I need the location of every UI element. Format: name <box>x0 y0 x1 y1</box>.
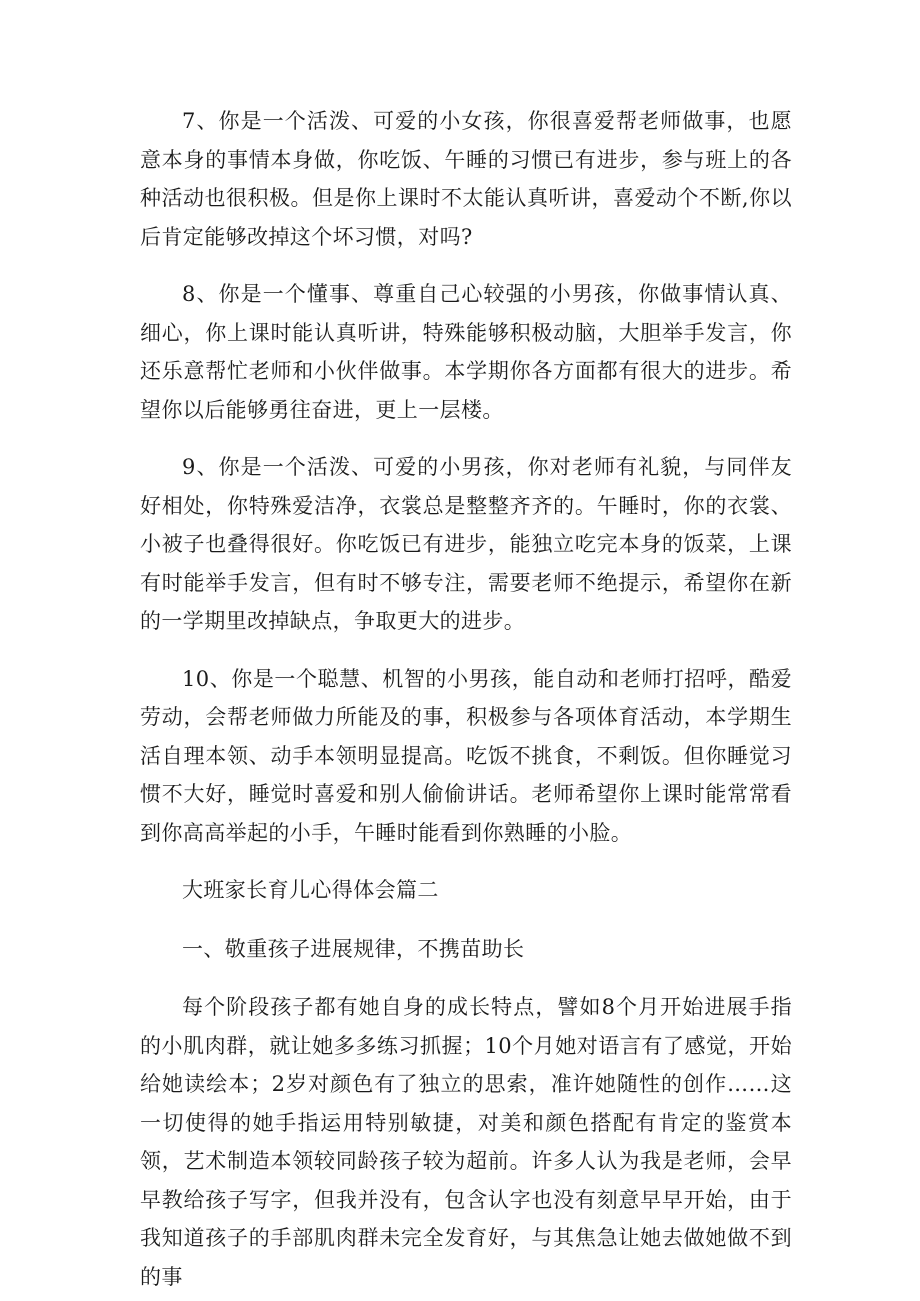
comment-paragraph-7: 7、你是一个活泼、可爱的小女孩，你很喜爱帮老师做事，也愿意本身的事情本身做，你吃饭、午睡的习惯已有进步，参与班上的各种活动也很积极。但是你上课时不太能认真听讲，喜爱动个不断,你以后肯定能够改掉这个坏习惯，对吗? <box>140 109 792 249</box>
comment-paragraph-10: 10、你是一个聪慧、机智的小男孩，能自动和老师打招呼，酷爱劳动，会帮老师做力所能及的事，积极参与各项体育活动，本学期生活自理本领、动手本领明显提高。吃饭不挑食，不剩饭。但你睡觉习惯不大好，睡觉时喜爱和别人偷偷讲话。老师希望你上课时能常常看到你高高举起的小手，午睡时能看到你熟睡的小脸。 <box>140 666 792 845</box>
subsection-title: 一、敬重孩子进展规律，不携苗助长 <box>182 936 525 961</box>
document-page <box>140 102 792 1296</box>
comment-paragraph-8: 8、你是一个懂事、尊重自己心较强的小男孩，你做事情认真、细心，你上课时能认真听讲，特殊能够积极动脑，大胆举手发言，你还乐意帮忙老师和小伙伴做事。本学期你各方面都有很大的进步。希望你以后能够勇往奋进，更上一层楼。 <box>140 282 792 422</box>
comment-paragraph-9: 9、你是一个活泼、可爱的小男孩，你对老师有礼貌，与同伴友好相处，你特殊爱洁净，衣裳总是整整齐齐的。午睡时，你的衣裳、小被子也叠得很好。你吃饭已有进步，能独立吃完本身的饭菜，上课有时能举手发言，但有时不够专注，需要老师不绝提示，希望你在新的一学期里改掉缺点，争取更大的进步。 <box>140 455 792 633</box>
body-paragraph: 每个阶段孩子都有她自身的成长特点，譬如8个月开始进展手指的小肌肉群，就让她多多练习抓握；10个月她对语言有了感觉，开始给她读绘本；2岁对颜色有了独立的思索，准许她随性的创作……这一切使得的她手指运用特别敏捷，对美和颜色搭配有肯定的鉴赏本领，艺术制造本领较同龄孩子较为超前。许多人认为我是老师，会早早教给孩子写字，但我并没有，包含认字也没有刻意早早开始，由于我知道孩子的手部肌肉群未完全发育好，与其焦急让她去做她做不到的事 <box>140 995 792 1289</box>
section-title: 大班家长育儿心得体会篇二 <box>182 878 439 902</box>
